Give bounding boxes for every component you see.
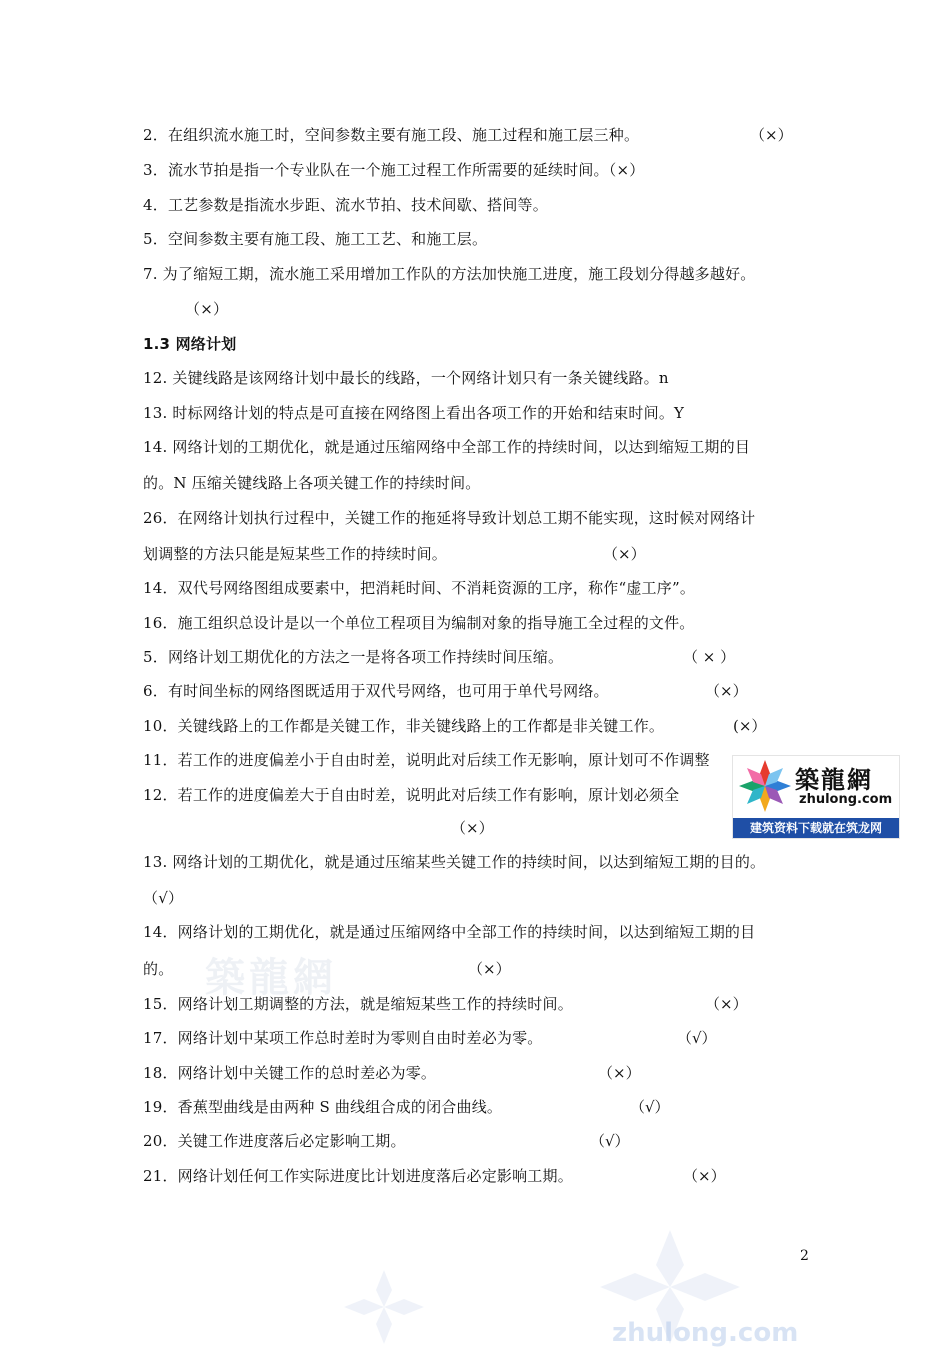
question-line: 5．网络计划工期优化的方法之一是将各项工作持续时间压缩。	[143, 648, 564, 666]
logo-name-cn: 築龍網	[795, 765, 873, 794]
question-line: 21．网络计划任何工作实际进度比计划进度落后必定影响工期。	[143, 1167, 573, 1185]
question-line: 12．若工作的进度偏差大于自由时差，说明此对后续工作有影响，原计划必须全	[143, 786, 680, 804]
zhulong-snowflake-icon	[737, 758, 793, 814]
answer-mark: （×）	[451, 819, 494, 837]
answer-mark: （√）	[630, 1098, 670, 1116]
question-line: 的。	[143, 960, 174, 978]
answer-mark: （√）	[590, 1132, 630, 1150]
question-line: 17．网络计划中某项工作总时差时为零则自由时差必为零。	[143, 1029, 543, 1047]
question-line: 10．关键线路上的工作都是关键工作，非关键线路上的工作都是非关键工作。	[143, 717, 665, 735]
logo-name-en: zhulong.com	[799, 792, 893, 807]
answer-mark: （×）	[598, 1064, 641, 1082]
question-line: 26．在网络计划执行过程中，关键工作的拖延将导致计划总工期不能实现，这时候对网络计	[143, 509, 756, 527]
answer-mark: （×）	[683, 1167, 726, 1185]
watermark-text: 築龍網	[205, 954, 337, 1001]
logo-slogan: 建筑资料下载就在筑龙网	[733, 818, 899, 838]
answer-mark: （×）	[468, 960, 511, 978]
question-line: 16．施工组织总设计是以一个单位工程项目为编制对象的指导施工全过程的文件。	[143, 614, 695, 632]
question-line: 14．网络计划的工期优化，就是通过压缩网络中全部工作的持续时间，以达到缩短工期的目	[143, 923, 756, 941]
question-line: 14．双代号网络图组成要素中，把消耗时间、不消耗资源的工序，称作“虚工序”。	[143, 579, 696, 597]
question-line: 18．网络计划中关键工作的总时差必为零。	[143, 1064, 437, 1082]
question-line: 13. 时标网络计划的特点是可直接在网络图上看出各项工作的开始和结束时间。Y	[143, 404, 685, 422]
zhulong-logo[interactable]	[733, 756, 899, 838]
answer-mark: （×）	[705, 995, 748, 1013]
question-line: 15．网络计划工期调整的方法，就是缩短某些工作的持续时间。	[143, 995, 573, 1013]
answer-mark: (×）	[733, 717, 767, 735]
answer-mark: （×）	[705, 682, 748, 700]
answer-mark: （×）	[750, 126, 793, 144]
question-line: 19．香蕉型曲线是由两种 S 曲线组合成的闭合曲线。	[143, 1098, 503, 1116]
question-line: 4．工艺参数是指流水步距、流水节拍、技术间歇、搭间等。	[143, 196, 548, 214]
question-line: 5．空间参数主要有施工段、施工工艺、和施工层。	[143, 230, 488, 248]
question-line: 20．关键工作进度落后必定影响工期。	[143, 1132, 406, 1150]
answer-mark: （√）	[677, 1029, 717, 1047]
answer-mark: （×）	[603, 545, 646, 563]
watermark-bottom-text: zhulong.com	[612, 1318, 799, 1348]
question-line: 2．在组织流水施工时，空间参数主要有施工段、施工过程和施工层三种。	[143, 126, 640, 144]
question-line: 11．若工作的进度偏差小于自由时差，说明此对后续工作无影响，原计划可不作调整	[143, 751, 710, 769]
question-line: （√）	[143, 889, 184, 907]
question-line: 6．有时间坐标的网络图既适用于双代号网络，也可用于单代号网络。	[143, 682, 609, 700]
question-line: 的。N 压缩关键线路上各项关键工作的持续时间。	[143, 474, 481, 492]
question-line: 7. 为了缩短工期，流水施工采用增加工作队的方法加快施工进度，施工段划分得越多越好。	[143, 265, 756, 283]
section-heading: 1.3 网络计划	[143, 335, 237, 353]
question-line: 14. 网络计划的工期优化，就是通过压缩网络中全部工作的持续时间，以达到缩短工期的目	[143, 438, 751, 456]
question-line: 划调整的方法只能是短某些工作的持续时间。	[143, 545, 448, 563]
snowflake-watermark-icon	[344, 1270, 424, 1344]
page-number: 2	[800, 1248, 809, 1264]
question-line: 3．流水节拍是指一个专业队在一个施工过程工作所需要的延续时间。（×）	[143, 161, 645, 179]
question-line: （×）	[185, 300, 229, 318]
question-line: 12. 关键线路是该网络计划中最长的线路，一个网络计划只有一条关键线路。n	[143, 369, 669, 387]
answer-mark: （ × ）	[683, 648, 736, 666]
question-line: 13. 网络计划的工期优化，就是通过压缩某些关键工作的持续时间，以达到缩短工期的目的。	[143, 853, 766, 871]
